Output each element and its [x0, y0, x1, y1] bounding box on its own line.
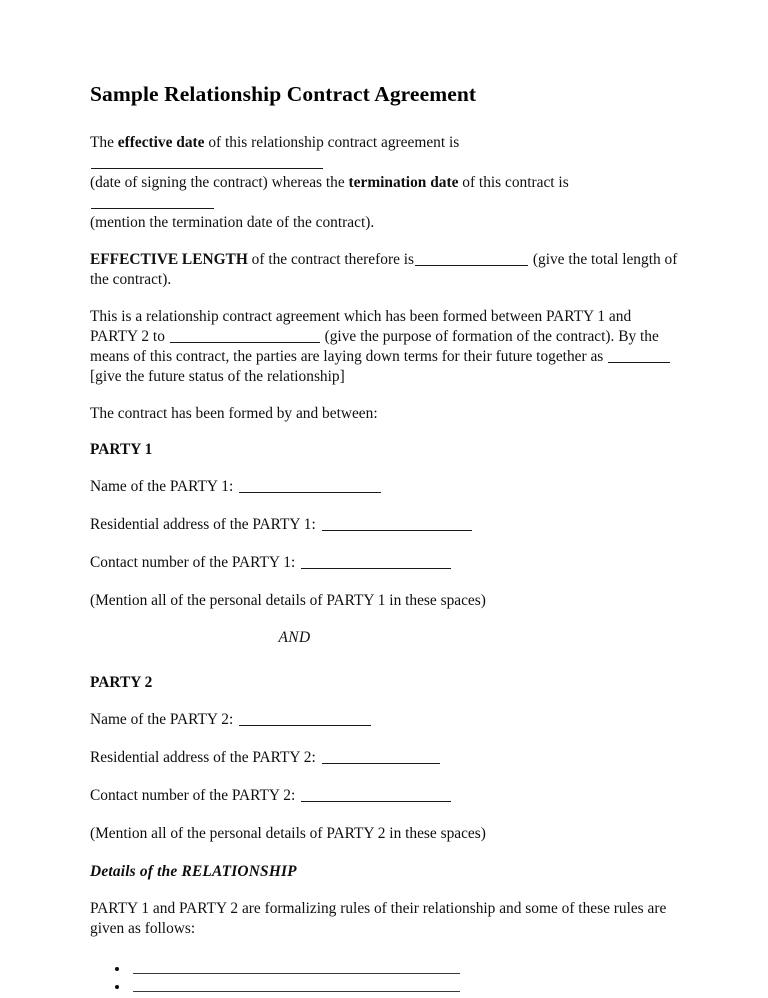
party1-contact-field — [90, 553, 679, 573]
page-title: Sample Relationship Contract Agreement — [90, 82, 477, 106]
effective-date-blank[interactable] — [91, 155, 323, 169]
effective-date-paragraph — [90, 133, 679, 233]
bullet-point-icon — [115, 967, 119, 971]
effective-length-blank[interactable] — [415, 252, 528, 266]
termination-date-blank[interactable] — [91, 195, 214, 209]
list-item — [90, 962, 679, 977]
termination-date-bold: termination date — [348, 173, 459, 191]
formation-text-3: [give the future status of the relationship] — [90, 367, 345, 385]
party2-contact-field — [90, 786, 679, 806]
relationship-details-intro: PARTY 1 and PARTY 2 are formalizing rules of their relationship and some of these rules are given as follows: — [90, 900, 667, 938]
party2-name-input[interactable] — [239, 713, 371, 726]
relationship-rules-list — [90, 962, 679, 995]
party1-name-label: Name of the PARTY 1: — [90, 477, 234, 495]
effective-length-text-1: of the contract therefore is — [247, 250, 415, 268]
formation-purpose-blank[interactable] — [170, 329, 320, 343]
effective-length-paragraph — [90, 250, 679, 290]
termination-note-text: (mention the termination date of the contract). — [90, 213, 375, 231]
future-status-blank[interactable] — [608, 349, 670, 363]
party1-address-label: Residential address of the PARTY 1: — [90, 515, 316, 533]
party1-address-input[interactable] — [322, 518, 472, 531]
party1-address-field — [90, 515, 679, 535]
signing-date-text: (date of signing the contract) whereas the — [90, 173, 349, 191]
party2-name-label: Name of the PARTY 2: — [90, 711, 234, 728]
party1-name-field — [90, 477, 679, 497]
party2-address-input[interactable] — [322, 751, 440, 764]
effective-date-text-2: of this relationship contract agreement is — [204, 133, 460, 151]
party2-contact-label: Contact number of the PARTY 2: — [90, 787, 296, 805]
party2-contact-input[interactable] — [301, 789, 451, 802]
party2-address-field — [90, 748, 679, 768]
effective-date-text-1: The — [90, 133, 118, 151]
bullet-point-icon — [115, 985, 119, 989]
formation-paragraph — [90, 307, 679, 387]
party1-name-input[interactable] — [239, 480, 381, 493]
effective-date-bold: effective date — [117, 133, 205, 151]
effective-length-bold: EFFECTIVE LENGTH — [90, 250, 248, 268]
party2-heading: PARTY 2 — [90, 673, 153, 691]
formation-text-2: (give the purpose of formation of the contract). By the means of this contract, the parties are laying down terms for their future together as — [90, 327, 659, 365]
relationship-details-heading: Details of the RELATIONSHIP — [90, 863, 297, 881]
and-separator: AND — [278, 628, 311, 646]
effective-length-text-2: (give the total length of the contract). — [90, 250, 678, 288]
party2-note: (Mention all of the personal details of PARTY 2 in these spaces) — [90, 825, 486, 843]
party1-heading: PARTY 1 — [90, 440, 153, 458]
party1-contact-input[interactable] — [301, 556, 451, 569]
party2-name-field — [90, 710, 679, 730]
list-item — [90, 980, 679, 995]
party2-address-label: Residential address of the PARTY 2: — [90, 749, 316, 767]
relationship-rule-input-2[interactable] — [133, 980, 460, 992]
party1-contact-label: Contact number of the PARTY 1: — [90, 553, 296, 571]
termination-date-text: of this contract is — [458, 173, 569, 191]
relationship-rule-input-1[interactable] — [133, 962, 460, 974]
document-body — [90, 82, 679, 998]
formed-by-line: The contract has been formed by and between: — [90, 404, 378, 422]
party1-note: (Mention all of the personal details of PARTY 1 in these spaces) — [90, 591, 486, 609]
formation-text-1: This is a relationship contract agreement which has been formed between PARTY 1 and PARTY 2 to — [90, 307, 632, 345]
